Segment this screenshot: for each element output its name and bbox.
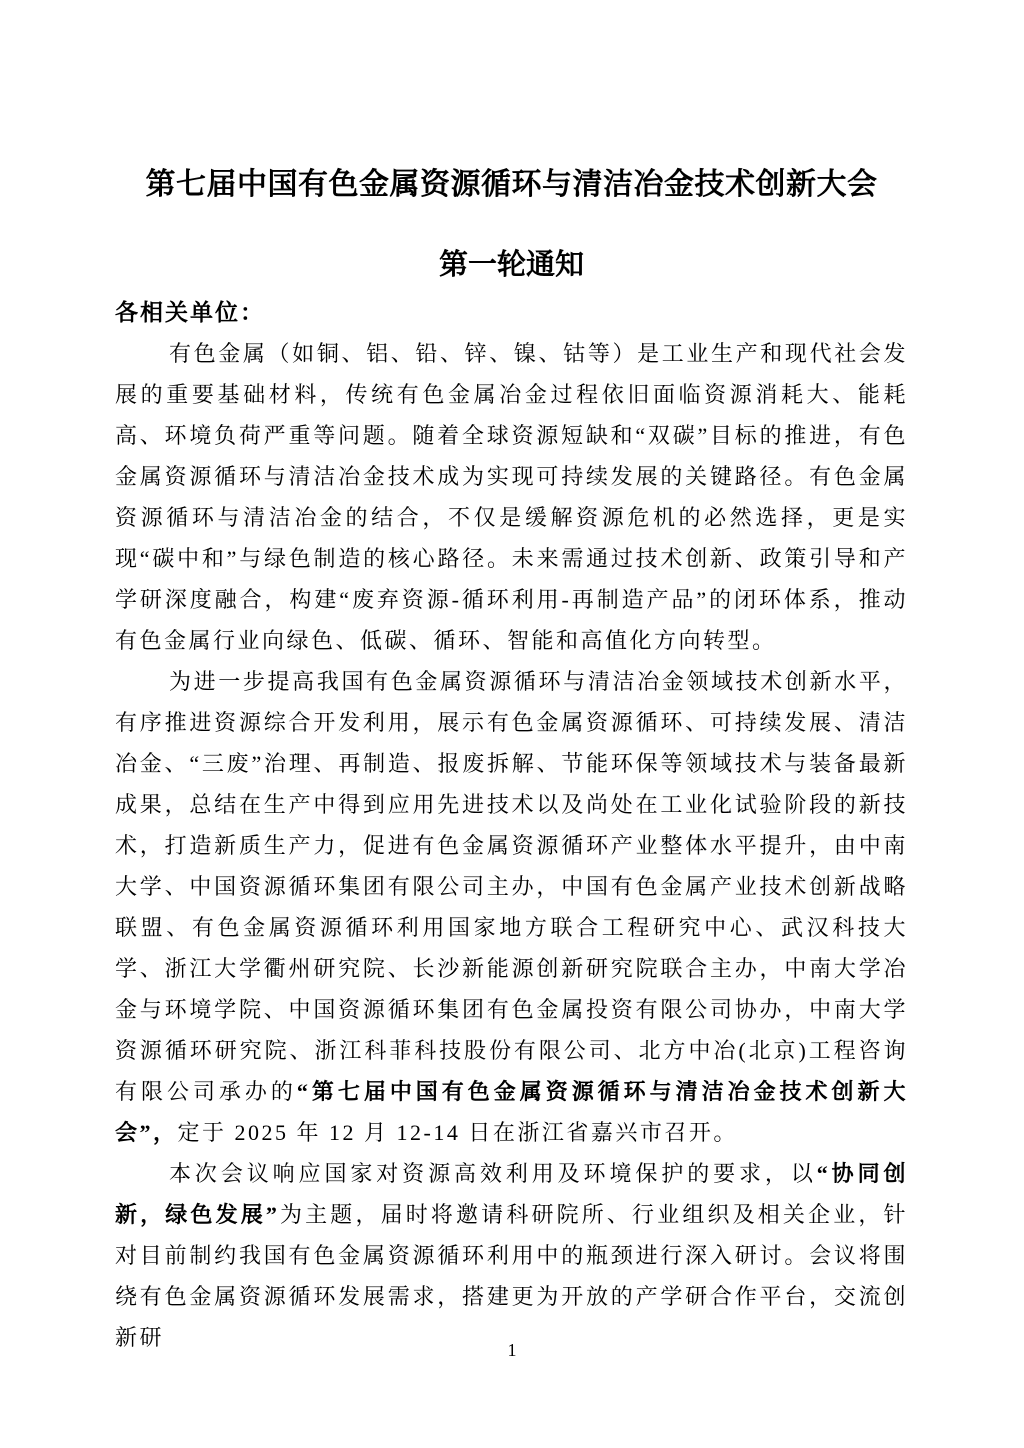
page-number: 1 [507, 1340, 517, 1360]
body-paragraph [115, 661, 908, 1153]
text-run: 为进一步提高我国有色金属资源循环与清洁冶金领域技术创新水平，有序推进资源综合开发利用，展示有色金属资源循环、可持续发展、清洁冶金、“三废”治理、再制造、报废拆解、节能环保等领域技术与装备最新成果，总结在生产中得到应用先进技术以及尚处在工业化试验阶段的新技术，打造新质生产力，促进有色金属资源循环产业整体水平提升，由中南大学、中国资源循环集团有限公司主办，中国有色金属产业技术创新战略联盟、有色金属资源循环利用国家地方联合工程研究中心、武汉科技大学、浙江大学衢州研究院、长沙新能源创新研究院联合主办，中南大学冶金与环境学院、中国资源循环集团有色金属投资有限公司协办，中南大学资源循环研究院、浙江科菲科技股份有限公司、北方中冶(北京)工程咨询有限公司承办的 [115, 669, 908, 1104]
document-body [115, 333, 908, 1358]
salutation: 各相关单位： [115, 300, 265, 325]
document-title: 第七届中国有色金属资源循环与清洁冶金技术创新大会 [145, 168, 878, 201]
document-subtitle: 第一轮通知 [438, 249, 584, 281]
text-run: 有色金属（如铜、铝、铅、锌、镍、钴等）是工业生产和现代社会发展的重要基础材料，传统有色金属冶金过程依旧面临资源消耗大、能耗高、环境负荷严重等问题。随着全球资源短缺和“双碳”目标的推进，有色金属资源循环与清洁冶金技术成为实现可持续发展的关键路径。有色金属资源循环与清洁冶金的结合，不仅是缓解资源危机的必然选择，更是实现“碳中和”与绿色制造的核心路径。未来需通过技术创新、政策引导和产学研深度融合，构建“废弃资源-循环利用-再制造产品”的闭环体系，推动有色金属行业向绿色、低碳、循环、智能和高值化方向转型。 [115, 341, 908, 653]
text-run: 定于 2025 年 12 月 12-14 日在浙江省嘉兴市召开。 [177, 1120, 738, 1145]
body-paragraph [115, 1153, 908, 1358]
emphasis-text-run: “第七届中国有色金属资源循环与清洁冶金技术创新大会”， [115, 1079, 908, 1145]
text-run: 为主题，届时将邀请科研院所、行业组织及相关企业，针对目前制约我国有色金属资源循环利用中的瓶颈进行深入研讨。会议将围绕有色金属资源循环发展需求，搭建更为开放的产学研合作平台，交流创新研 [115, 1202, 908, 1350]
text-run: 本次会议响应国家对资源高效利用及环境保护的要求，以 [169, 1161, 817, 1186]
emphasis-text-run: “协同创新，绿色发展” [115, 1161, 908, 1227]
body-paragraph [115, 333, 908, 661]
